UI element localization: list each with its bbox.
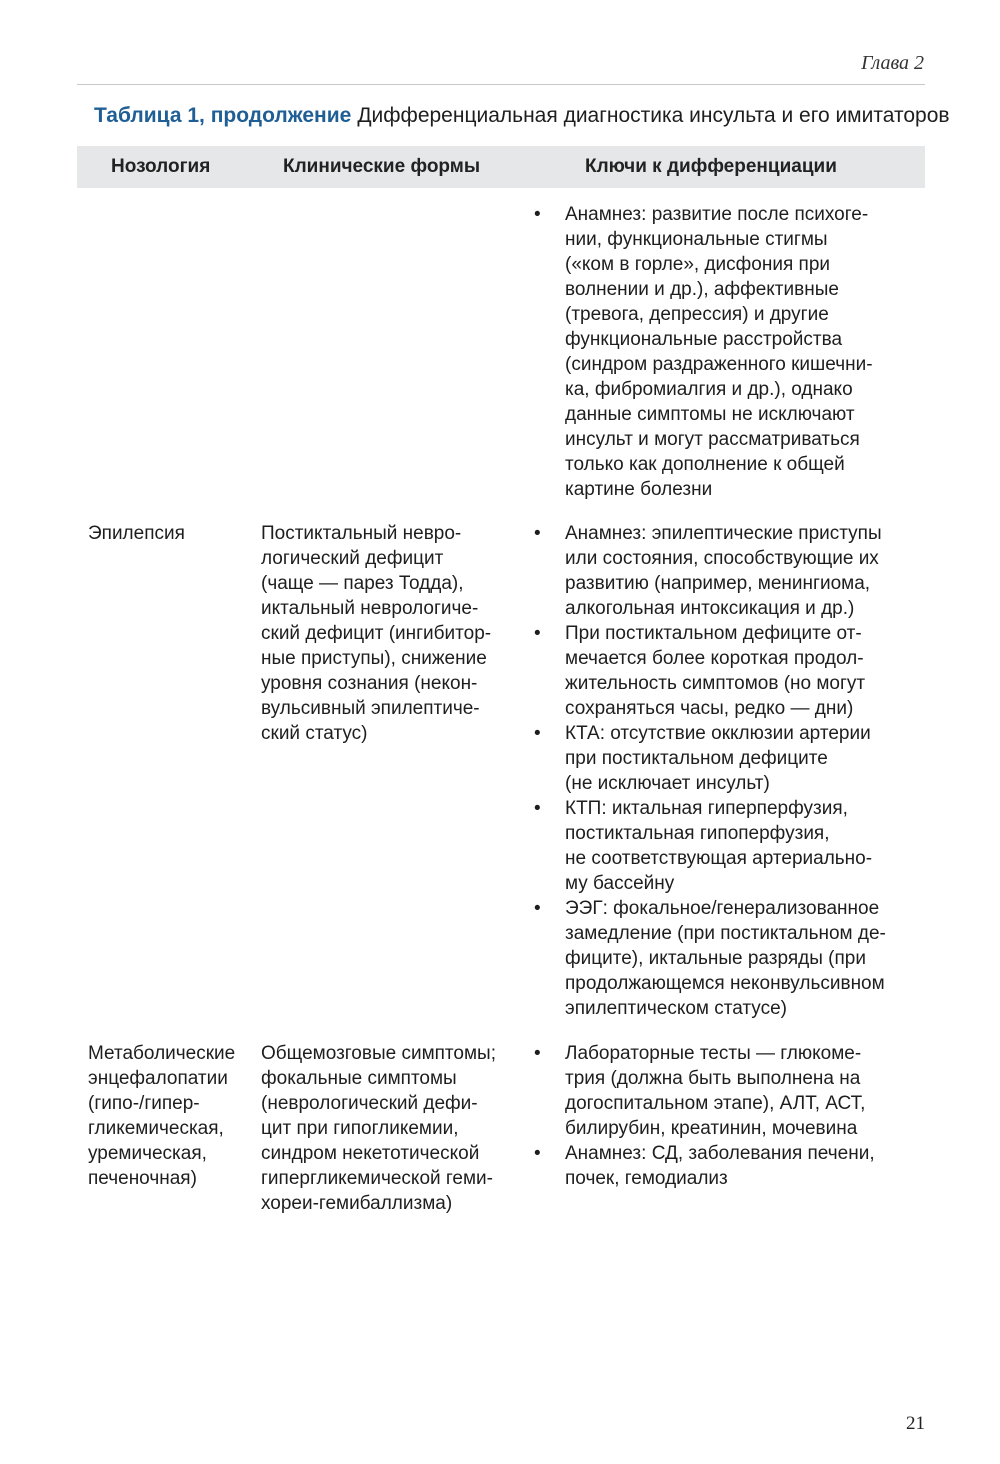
key-item: • Анамнез: эпилептические приступы или состояния, способствующие их развитию (например, менингиома, алкогольная интоксикация и др.): [530, 521, 930, 621]
key-item: • КТА: отсутствие окклюзии артерии при постиктальном дефиците (не исключает инсульт): [530, 721, 930, 796]
page-number: 21: [906, 1413, 925, 1434]
key-item: • Анамнез: СД, заболевания печени, почек, гемодиализ: [530, 1141, 930, 1191]
key-item: • Анамнез: развитие после психоге- нии, функциональные стигмы («ком в горле», дисфония при волнении и др.), аффективные (тревога, депрессия) и другие функциональные расстройства (синдром раздраженного кишечни- ка, фибромиалгия и др.), однако данные симптомы не исключают инсульт и могут рассматриваться только как дополнение к общей картине болезни: [530, 202, 930, 502]
table-caption-label: Таблица 1, продолжение: [94, 104, 352, 127]
key-item: • КТП: иктальная гиперперфузия, постиктальная гипоперфузия, не соответствующая артериально- му бассейну: [530, 796, 930, 896]
key-item: • Лабораторные тесты — глюкоме- трия (должна быть выполнена на догоспитальном этапе), АЛТ, АСТ, билирубин, креатинин, мочевина: [530, 1041, 930, 1141]
column-header-differentiation-keys: Ключи к дифференциации: [585, 156, 837, 177]
column-header-clinical-forms: Клинические формы: [283, 156, 481, 177]
nosology-cell: Эпилепсия: [88, 523, 185, 544]
table-caption: [94, 104, 950, 128]
clinical-forms-cell: Постиктальный невро- логический дефицит (чаще — парез Тодда), иктальный неврологиче- ский дефицит (ингибитор- ные приступы), снижение уровня сознания (некон- вульсивный эпилептиче- ский статус): [261, 523, 492, 744]
key-item: • При постиктальном дефиците от- мечается более короткая продол- жительность симптомов (но могут сохраняться часы, редко — дни): [530, 621, 930, 721]
column-header-nosology: Нозология: [111, 156, 211, 177]
chapter-header: Глава 2: [861, 52, 924, 74]
table-header: [77, 146, 925, 188]
differentiation-keys-cell: [530, 521, 930, 1021]
clinical-forms-cell: Общемозговые симптомы; фокальные симптомы (неврологический дефи- цит при гипогликемии, синдром некетотической гипергликемической геми- хореи-гемибаллизма): [261, 1043, 496, 1214]
differentiation-keys-cell: [530, 1041, 930, 1191]
nosology-cell: Метаболические энцефалопатии (гипо-/гипер- гликемическая, уремическая, печеночная): [88, 1043, 236, 1189]
table-caption-title: Дифференциальная диагностика инсульта и его имитаторов: [357, 104, 950, 127]
differentiation-keys-cell: [530, 202, 930, 502]
key-item: • ЭЭГ: фокальное/генерализованное замедление (при постиктальном де- фиците), иктальные разряды (при продолжающемся неконвульсивном эпилептическом статусе): [530, 896, 930, 1021]
header-rule: [77, 84, 925, 85]
